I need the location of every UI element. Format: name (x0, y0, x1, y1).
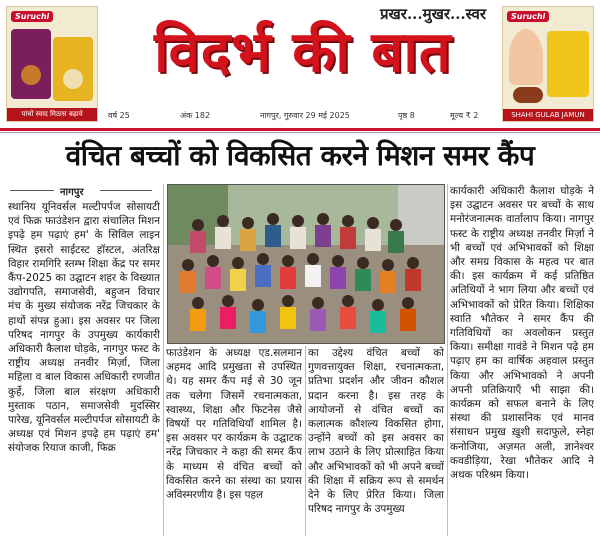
masthead-rule (0, 128, 600, 131)
article-column-4: कार्यकारी अधिकारी कैलाश घोड़के ने इस उद्घाटन अवसर पर बच्चों के साथ मनोरंजनात्मक वार्तालाप किया। नागपुर फस्ट के राष्ट्रीय अध्यक्ष तनवीर मिर्ज़ा ने भी बच्चों एवं अभिभावकों को शिक्षा और समग्र विकास के महत्व पर बात की। इस कार्यक्रम में कई प्रतिष्ठित अतिथियों ने भाग लिया और बच्चों एवं अभिभावकों को प्रेरित किया। शिक्षिका स्वाति भौतेकर ने समर कैंप की गतिविधियों का अवलोकन प्रस्तुत किया। समीक्षा गावंडे ने मिशन पढ़े हम पढ़ाए हम का वार्षिक अहवाल प्रस्तुत किया और अभिभावको ने अपनी अपनी प्रतिक्रियाएँ भी साझा की। कार्यक्रम को सफल बनाने के लिए संस्था की प्रशासनिक एवं मानव संसाधन प्रमुख ख़ुशी सदाफुले, स्नेहा कनोजिया, अज़मत अली, ज्ञानेश्वर कवडीड़िया, रेखा भौतेकर आदि ने अथक परिश्रम किया। (450, 185, 594, 482)
masthead-rule-thin (0, 132, 600, 133)
article-photo (167, 184, 445, 344)
column-divider (305, 346, 306, 536)
article-column-2: फाउंडेशन के अध्यक्ष एड.सलमान अहमद आदि प्रमुखता से उपस्थित थे। यह समर कैंप मई से 30 जून तक चलेगा जिसमें रचनात्मकता, स्वास्थ्य, शिक्षा और फिटनेस जैसे विषयों पर गतिविधियाँ शामिल है। इस अवसर पर कार्यक्रम के उद्घाटक नरेंद्र जिचकार ने कहा की समर कैंप के माध्यम से वंचित बच्चों को विकसित करने का संस्था का प्रयास अविस्मरणीय है। इस पहल (166, 347, 302, 502)
date-label: नागपुर, गुरुवार 29 मई 2025 (260, 111, 350, 120)
advertisement-right[interactable] (502, 6, 594, 122)
gulab-jamun-image (513, 87, 543, 103)
masthead-title: विदर्भ की बात (154, 20, 452, 85)
product-pack-image (547, 31, 589, 97)
article-column-1: स्थानिय यूनिवर्सल मल्टीपर्पज सोसायटी एवं फिक्र फाउंडेशन द्वारा संचालित मिशन इपढ़े हम पढ़ाएं हम' के सिविल लाइन स्थित इसरो साईटस्ट हॉस्टल, अंतरिक्ष विहार रामगिरि स्तम्भ शिक्षा केंद्र पर समर कैंप-2025 का उद्घाटन शहर के विख्यात उद्योगपति, समाजसेवी, बहुजन विचार मंच के मुख्य संयोजक नरेंद्र जिचकार के हाथों संपन्न हुआ। इस अवसर पर जिला परिषद नागपुर के उपमुख्य कार्यकारी अधिकारी कैलाश घोड़के, नागपुर फस्ट के राष्ट्रीय अध्यक्ष तनवीर मिर्ज़ा, जिला महिला व बाल विकास अधिकारी रणजीत कुर्हे, जिला बाल संरक्षण अधिकारी मुस्ताक पठान, समाजसेवी मुदस्सिर पारेख, यूनिवर्सल मल्टीपर्पज सोसायटी के अध्यक्ष एवं मिशन इपढ़े हम पढ़ाएं हम' संयोजक रियाज काजी, फिक्र (8, 201, 160, 455)
group-photo-illustration (168, 185, 444, 343)
article-dateline: नागपुर (60, 187, 84, 198)
dateline-rule (100, 190, 152, 191)
price-label: मूल्य ₹ 2 (450, 111, 479, 120)
ad-caption: पांचों स्वाद मिठास बढ़ाये (7, 108, 97, 121)
brand-logo: Suruchi (507, 11, 549, 22)
year-label: वर्ष 25 (108, 111, 130, 120)
advertisement-left[interactable] (6, 6, 98, 122)
article-column-3: का उद्देश्य वंचित बच्चों को गुणवत्तायुक्त शिक्षा, रचनात्मकता, प्रतिभा प्रदर्शन और जीवन कौशल प्रदान करना है। इस तरह के आयोजनों से वंचित बच्चों का कलात्मक कौशल्य विकसित होगा, उन्होंने बच्चों को इस अवसर का लाभ उठाने के लिए प्रोत्साहित किया और अभिभावकों को भी अपने बच्चों की शिक्षा में सक्रिय रूप से समर्थन देने के लिए प्रेरित किया। जिला परिषद नागपुर के उपमुख्य (308, 347, 444, 516)
issue-label: अंक 182 (180, 111, 211, 120)
dateline-rule (10, 190, 54, 191)
model-photo (509, 29, 543, 85)
sweet-image (63, 69, 83, 89)
masthead-info-bar (100, 110, 500, 124)
ad-caption: SHAHI GULAB JAMUN (503, 109, 593, 121)
sweet-image (21, 65, 41, 85)
masthead-tagline: प्रखर...मुखर...स्वर (380, 5, 486, 23)
column-divider (163, 184, 164, 536)
pages-label: पृष्ठ 8 (398, 111, 415, 120)
article-headline: वंचित बच्चों को विकसित करने मिशन समर कैंप (65, 139, 535, 172)
product-pack-image (11, 29, 51, 99)
brand-logo: Suruchi (11, 11, 53, 22)
column-divider (447, 184, 448, 536)
